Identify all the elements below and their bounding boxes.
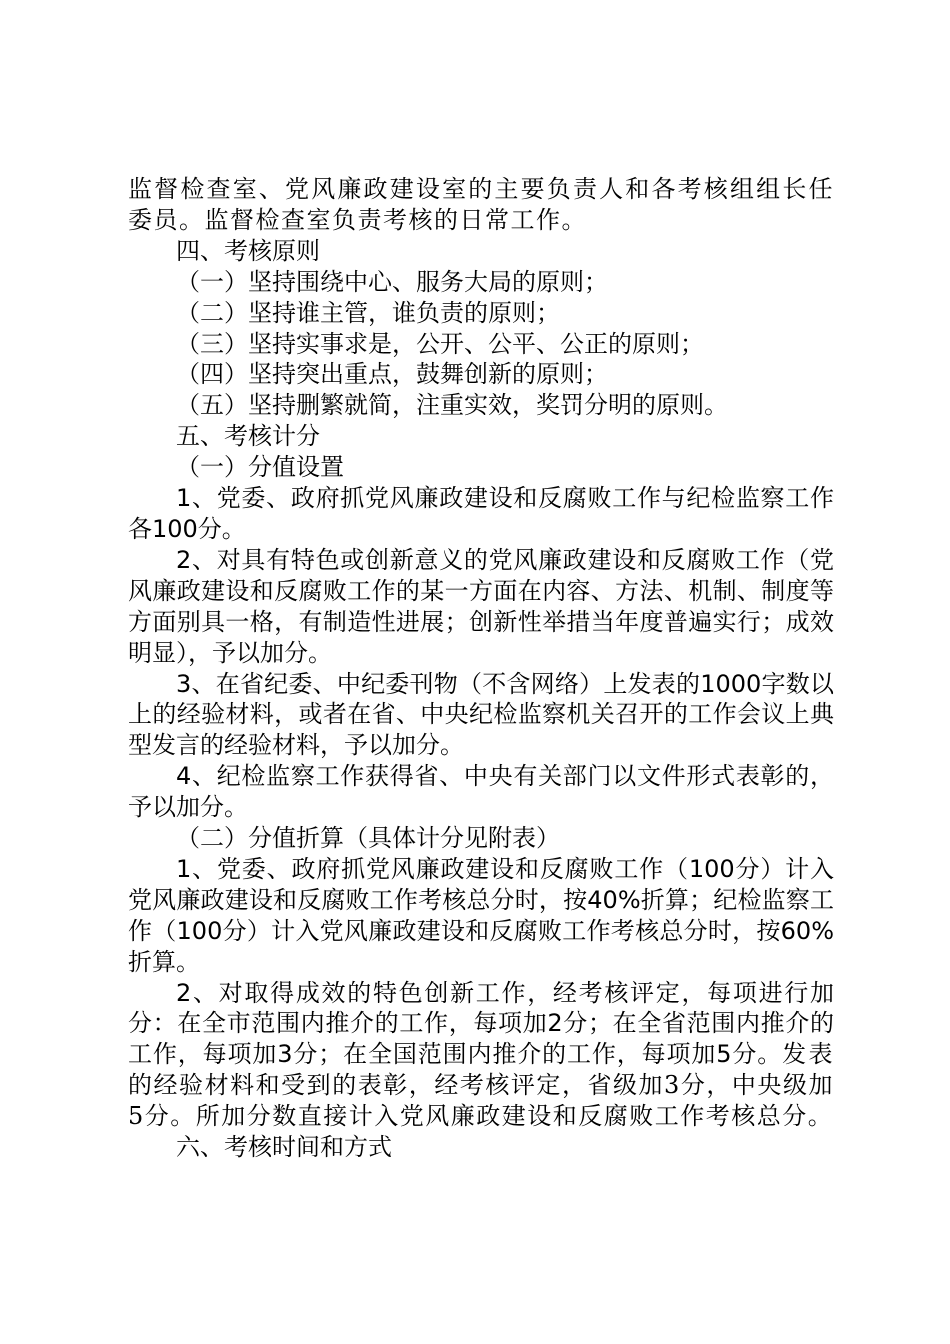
- score-conversion-item-1: 1、党委、政府抓党风廉政建设和反腐败工作（100分）计入党风廉政建设和反腐败工作考核总分时，按40%折算；纪检监察工作（100分）计入党风廉政建设和反腐败工作考核总分时，按60%折算。: [128, 854, 834, 976]
- score-conversion-item-2: [128, 978, 834, 1133]
- subheading-score-conversion: （二）分值折算（具体计分见附表）: [176, 824, 560, 853]
- principle-item-2: （二）坚持谁主管，谁负责的原则；: [176, 298, 560, 327]
- heading-assessment-time-method: 六、考核时间和方式: [176, 1133, 392, 1162]
- score-setting-item-4: 4、纪检监察工作获得省、中央有关部门以文件形式表彰的，予以加分。: [128, 762, 834, 822]
- score-conversion-item-2-extra: 发表的经验材料和受到的表彰，经考核评定，省级加3分，中央级加5分。所加分数直接计入党风廉政建设和反腐败工作考核总分。: [128, 1040, 834, 1131]
- heading-assessment-principles: 四、考核原则: [176, 236, 320, 265]
- heading-assessment-scoring: 五、考核计分: [176, 422, 320, 451]
- principle-item-3: （三）坚持实事求是，公开、公平、公正的原则；: [176, 329, 704, 358]
- document-body: [128, 174, 834, 1163]
- paragraph-committee-members: 监督检查室、党风廉政建设室的主要负责人和各考核组组长任委员。监督检查室负责考核的日常工作。: [128, 175, 834, 234]
- score-setting-item-2: 2、对具有特色或创新意义的党风廉政建设和反腐败工作（党风廉政建设和反腐败工作的某一方面在内容、方法、机制、制度等方面别具一格，有制造性进展；创新性举措当年度普遍实行；成效明显），予以加分。: [128, 545, 834, 667]
- principle-item-4: （四）坚持突出重点，鼓舞创新的原则；: [176, 360, 608, 389]
- principle-item-1: （一）坚持围绕中心、服务大局的原则；: [176, 267, 608, 296]
- principle-item-5: （五）坚持删繁就简，注重实效，奖罚分明的原则。: [176, 391, 728, 420]
- score-conversion-item-2-main: 2、对取得成效的特色创新工作，经考核评定，每项进行加分：在全市范围内推介的工作，每项加2分；在全省范围内推介的工作，每项加3分；在全国范围内推介的工作，每项加5分。: [128, 978, 834, 1069]
- score-setting-item-1: 1、党委、政府抓党风廉政建设和反腐败工作与纪检监察工作各100分。: [128, 484, 834, 543]
- score-setting-item-3: 3、在省纪委、中纪委刊物（不含网络）上发表的1000字数以上的经验材料，或者在省、中央纪检监察机关召开的工作会议上典型发言的经验材料，予以加分。: [128, 669, 834, 760]
- subheading-score-setting: （一）分值设置: [176, 453, 344, 482]
